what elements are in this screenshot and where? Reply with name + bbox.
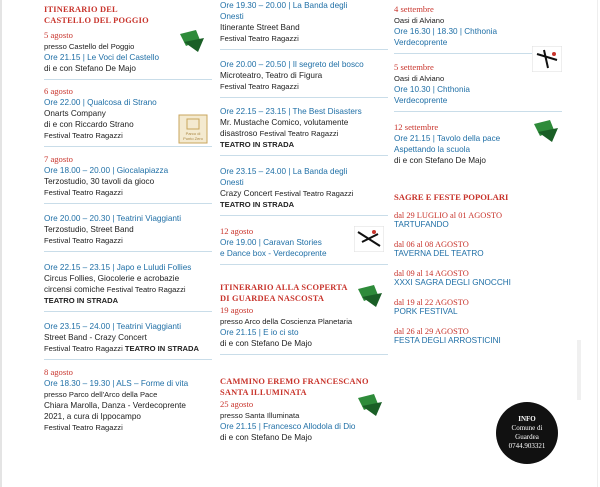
event-date: 4 settembre	[394, 4, 434, 14]
event-venue: presso Castello del Poggio	[44, 42, 135, 51]
event-tag: TEATRO IN STRADA	[220, 200, 295, 209]
section-title-line-1: ITINERARIO DEL	[44, 5, 118, 14]
event-date: 7 agosto	[44, 154, 73, 164]
event-time: Ore 19.30 – 20.00	[220, 1, 287, 10]
event-author: di e con Riccardo Strano	[44, 120, 134, 129]
event-best-disasters	[220, 106, 388, 150]
sagre-item	[394, 298, 564, 316]
event-title: | Caravan Stories	[258, 238, 322, 247]
event-time: Ore 21.15	[220, 328, 257, 337]
event-date: 25 agosto	[220, 399, 254, 409]
event-description: Circus Follies, Giocolerie e acrobazie	[44, 274, 180, 283]
section-title-line-2: CASTELLO DEL POGGIO	[44, 16, 149, 25]
event-title: | Qualcosa di Strano	[82, 98, 157, 107]
event-description: Chiara Marolla, Danza - Verdecoprente	[44, 401, 186, 410]
section-title-line-1: CAMMINO EREMO FRANCESCANO	[220, 377, 369, 386]
sagre-name: FESTA DEGLI ARROSTICINI	[394, 336, 501, 345]
event-author: di e con Stefano De Majo	[220, 433, 312, 442]
event-7-agosto-giocalapiazza	[44, 154, 212, 198]
sagre-item	[394, 269, 564, 287]
event-time: Ore 18.30 – 19.30	[44, 379, 111, 388]
left-edge-rule	[0, 0, 2, 487]
event-festival: Festival Teatro Ragazzi	[44, 131, 123, 140]
event-time: Ore 22.15 – 23.15	[220, 107, 287, 116]
event-time: Ore 21.15	[44, 53, 81, 62]
sagre-name: TARTUFANDO	[394, 220, 449, 229]
event-title: | Tavolo della pace	[432, 134, 501, 143]
event-banda-onesti-2	[220, 166, 388, 210]
event-festival: Festival Teatro Ragazzi	[44, 188, 123, 197]
castello-arrow-logo	[178, 28, 208, 54]
event-teatrini-viaggianti-2	[44, 321, 212, 354]
event-title: | Francesco Allodola di Dio	[258, 422, 356, 431]
event-author: di e con Stefano De Majo	[44, 64, 136, 73]
event-description: Street Band - Crazy Concert	[44, 333, 147, 342]
section-title-line-2: SANTA ILLUMINATA	[220, 388, 307, 397]
event-title: | Teatrini Viaggianti	[112, 214, 182, 223]
event-title: | Le Voci del Castello	[82, 53, 160, 62]
sagre-item	[394, 327, 564, 345]
section-title-guardea	[220, 282, 348, 304]
event-title: | E io ci sto	[258, 328, 299, 337]
event-festival: Festival Teatro Ragazzi	[220, 82, 299, 91]
sagre-list	[394, 211, 564, 345]
pace-arrow-logo	[532, 118, 562, 144]
info-phone: 0744.903321	[508, 442, 546, 450]
event-description: Mr. Mustache Comico, volutamente	[220, 118, 349, 127]
event-festival: Festival Teatro Ragazzi	[220, 34, 299, 43]
event-festival: Festival Teatro Ragazzi	[44, 423, 123, 432]
event-time: Ore 20.00 – 20.50	[220, 60, 287, 69]
event-title: | Giocalapiazza	[112, 166, 169, 175]
sagre-name: XXXI SAGRA DEGLI GNOCCHI	[394, 278, 511, 287]
event-segreto-bosco	[220, 59, 388, 92]
event-title: | Il segreto del bosco	[288, 60, 364, 69]
event-time: Ore 23.15 – 24.00	[44, 322, 111, 331]
info-title: INFO	[518, 415, 536, 423]
event-date: 5 agosto	[44, 30, 73, 40]
event-time: Ore 22.15 – 23.15	[44, 263, 111, 272]
event-time: Ore 22.00	[44, 98, 81, 107]
event-time: Ore 20.00 – 20.30	[44, 214, 111, 223]
event-4-settembre	[394, 4, 562, 48]
section-title-line-2: DI GUARDEA NASCOSTA	[220, 294, 325, 303]
vertical-margin-note	[577, 340, 581, 400]
event-8-agosto	[44, 367, 212, 433]
sagre-name: PORK FESTIVAL	[394, 307, 458, 316]
event-company: Verdecoprente	[394, 96, 448, 105]
section-title-line-1: ITINERARIO ALLA SCOPERTA	[220, 283, 348, 292]
sagre-date-range: dal 29 LUGLIO al 01 AGOSTO	[394, 211, 503, 220]
sagre-date-range: dal 19 al 22 AGOSTO	[394, 298, 469, 307]
event-time: Ore 18.00 – 20.00	[44, 166, 111, 175]
event-time: Ore 21.15	[220, 422, 257, 431]
right-edge-rule	[597, 0, 598, 487]
event-title: | Chthonia	[432, 85, 470, 94]
event-time: Ore 10.30	[394, 85, 431, 94]
sagre-date-range: dal 09 al 14 AGOSTO	[394, 269, 469, 278]
caravan-dancer-logo	[354, 226, 384, 252]
event-tag: TEATRO IN STRADA	[44, 296, 119, 305]
event-date: 6 agosto	[44, 86, 73, 96]
event-festival: Festival Teatro Ragazzi	[44, 236, 123, 245]
event-festival: Festival Teatro Ragazzi	[274, 189, 354, 198]
event-author: di e con Stefano De Majo	[220, 339, 312, 348]
event-title: | Chthonia	[459, 27, 498, 36]
event-festival: Festival Teatro Ragazzi	[44, 344, 125, 353]
event-time: Ore 16.30 | 18.30	[394, 27, 458, 36]
event-date: 19 agosto	[220, 305, 254, 315]
event-date: 12 settembre	[394, 122, 439, 132]
info-badge	[496, 402, 558, 464]
event-title-2: e Dance box - Verdecoprente	[220, 249, 327, 258]
event-time: Ore 21.15	[394, 134, 431, 143]
event-japo-luludi	[44, 262, 212, 306]
sagre-title: SAGRE E FESTE POPOLARI	[394, 192, 509, 202]
event-title: | The Best Disasters	[288, 107, 362, 116]
section-title-castello	[44, 4, 149, 26]
parco-punto-zero-logo	[178, 114, 208, 144]
event-date: 8 agosto	[44, 367, 73, 377]
event-company: Onarts Company	[44, 109, 106, 118]
event-time: Ore 19.00	[220, 238, 257, 247]
event-festival: Festival Teatro Ragazzi	[106, 285, 186, 294]
event-date: 12 agosto	[220, 226, 254, 236]
event-author: di e con Stefano De Majo	[394, 156, 486, 165]
event-date: 5 settembre	[394, 62, 434, 72]
event-company: Verdecoprente	[394, 38, 448, 47]
event-time: Ore 23.15 – 24.00	[220, 167, 287, 176]
svg-text:Parco di: Parco di	[185, 131, 201, 136]
sagre-item	[394, 211, 564, 229]
event-title: | Japo e Luludi Follies	[112, 263, 192, 272]
event-description-2: circensi comiche	[44, 285, 107, 294]
event-venue: presso Parco dell'Arco della Pace	[44, 390, 158, 399]
event-description: Microteatro, Teatro di Figura	[220, 71, 323, 80]
event-venue: presso Arco della Coscienza Planetaria	[220, 317, 353, 326]
info-line-2: Guardea	[515, 433, 539, 441]
chthonia-dancer-logo	[532, 46, 562, 72]
svg-text:Punto Zero: Punto Zero	[183, 136, 203, 141]
event-description: Crazy Concert	[220, 189, 275, 198]
sagre-name: TAVERNA DEL TEATRO	[394, 249, 484, 258]
event-venue: presso Santa Illuminata	[220, 411, 300, 420]
event-festival: Festival Teatro Ragazzi	[259, 129, 339, 138]
sagre-date-range: dal 06 al 08 AGOSTO	[394, 240, 469, 249]
event-tag: TEATRO IN STRADA	[220, 140, 295, 149]
event-teatrini-viaggianti-1	[44, 213, 212, 246]
event-19-agosto	[220, 305, 388, 349]
event-title-2: Onesti	[220, 178, 244, 187]
sagre-section	[394, 192, 564, 356]
info-line-1: Comune di	[511, 424, 543, 432]
event-title: | Teatrini Viaggianti	[112, 322, 182, 331]
event-title: | La Banda degli	[288, 167, 348, 176]
event-title-2: Onesti	[220, 12, 244, 21]
sagre-date-range: dal 26 al 29 AGOSTO	[394, 327, 469, 336]
event-description: Terzostudio, 30 tavoli da gioco	[44, 177, 155, 186]
event-venue: Oasi di Alviano	[394, 16, 445, 25]
eremo-arrow-logo	[356, 392, 386, 418]
guardea-arrow-logo	[356, 283, 386, 309]
event-description: Terzostudio, Street Band	[44, 225, 134, 234]
sagre-item	[394, 240, 564, 258]
event-tag: TEATRO IN STRADA	[124, 344, 200, 353]
event-title: | ALS – Forme di vita	[112, 379, 189, 388]
section-title-eremo	[220, 376, 369, 398]
event-title-2: Aspettando la scuola	[394, 145, 471, 154]
event-description-2: disastroso	[220, 129, 260, 138]
event-description-2: 2021, a cura di Ippocampo	[44, 412, 141, 421]
event-description: Itinerante Street Band	[220, 23, 300, 32]
event-title: | La Banda degli	[288, 1, 348, 10]
event-banda-onesti-1	[220, 0, 388, 44]
event-venue: Oasi di Alviano	[394, 74, 445, 83]
